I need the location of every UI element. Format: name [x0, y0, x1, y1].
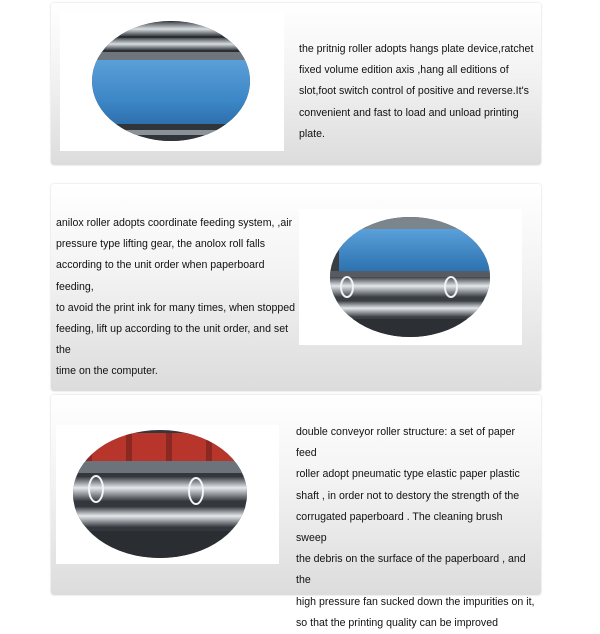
conveyor-roller-photo: [56, 425, 279, 564]
description-line: shaft , in order not to destory the strength of the: [296, 489, 520, 502]
description-line: pressure type lifting gear, the anolox roll falls: [56, 238, 266, 251]
description-line: slot,foot switch control of positive and reverse.It's: [299, 85, 529, 98]
conveyor-roller-description: [296, 422, 536, 634]
description-line: to avoid the print ink for many times, when stopped: [56, 301, 296, 314]
conveyor-roller-image: [56, 425, 279, 564]
description-line: high pressure fan sucked down the impurities on it,: [296, 595, 535, 608]
description-line: double conveyor roller structure: a set of paper feed: [296, 426, 516, 460]
description-line: feeding, lift up according to the unit order, and set the: [56, 323, 289, 357]
anilox-roller-image: [299, 209, 522, 345]
printing-roller-image: [60, 12, 284, 151]
printing-roller-photo: [60, 12, 284, 151]
description-line: corrugated paperboard . The cleaning brush sweep: [296, 510, 503, 545]
anilox-roller-photo: [299, 209, 522, 345]
description-line: time on the computer.: [56, 365, 158, 378]
description-line: according to the unit order when paperboard feeding,: [56, 259, 265, 293]
anilox-roller-description: [56, 213, 296, 383]
description-line: roller adopt pneumatic type elastic paper plastic: [296, 468, 520, 481]
description-line: convenient and fast to load and unload printing plate.: [299, 106, 519, 140]
feature-panel-printing-roller: [51, 3, 541, 165]
description-line: fixed volume edition axis ,hang all editions of: [299, 64, 509, 77]
feature-panel-anilox-roller: [51, 184, 541, 391]
description-line: so that the printing quality can be improved: [296, 616, 498, 629]
description-line: the debris on the surface of the paperboard , and the: [296, 553, 526, 587]
description-line: anilox roller adopts coordinate feeding system, ,air: [56, 217, 293, 229]
description-line: the pritnig roller adopts hangs plate device,ratchet: [299, 43, 534, 55]
feature-panel-conveyor-roller: [51, 395, 541, 629]
printing-roller-description: [299, 39, 539, 145]
